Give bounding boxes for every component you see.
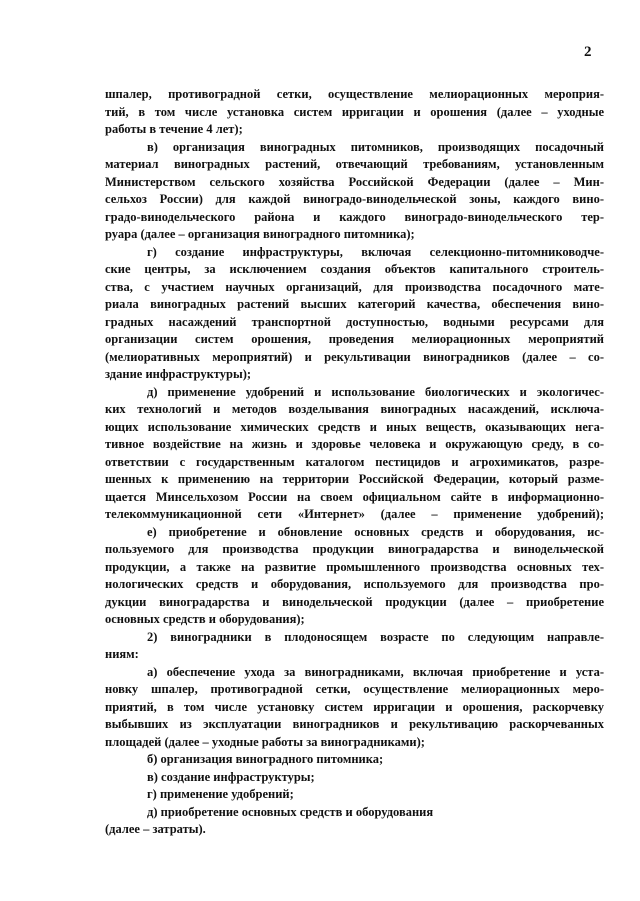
text-line: пользуемого для производства продукции виноградарства и винодельческой (105, 542, 604, 556)
text-line: (далее – затраты). (105, 822, 206, 836)
text-line: в) создание инфраструктуры; (147, 769, 315, 784)
text-line: градных насаждений транспортной доступностью, водными ресурсами для (105, 314, 604, 329)
text-line: шенных к применению на территории Российской Федерации, который разме- (105, 472, 604, 486)
text-line: организации систем орошения, проведения мелиорационных мероприятий (105, 332, 604, 346)
text-line: телекоммуникационной сети «Интернет» (далее – применение удобрений); (105, 507, 604, 521)
text-line: ких технологий и методов возделывания виноградных насаждений, исключа- (105, 402, 604, 416)
document-body (105, 86, 604, 839)
text-line: шпалер, противоградной сетки, осуществление мелиорационных мероприя- (105, 87, 604, 101)
text-line: дукции виноградарства и винодельческой продукции (далее – приобретение (105, 594, 604, 609)
text-line: руара (далее – организация виноградного питомника); (105, 227, 415, 241)
text-line: сельхоз России) для каждой виноградо-винодельческой зоны, каждого вино- (105, 192, 604, 206)
text-line: г) применение удобрений; (147, 787, 294, 801)
text-line: в) организация виноградных питомников, производящих посадочный (147, 139, 604, 154)
text-line: ющих использование химических средств и иных веществ, оказывающих нега- (105, 419, 604, 434)
text-line: а) обеспечение ухода за виноградниками, включая приобретение и уста- (147, 664, 604, 679)
text-line: выбывших из эксплуатации виноградников и рекультивацию раскорчеванных (105, 717, 604, 731)
text-line: площадей (далее – уходные работы за виноградниками); (105, 734, 425, 749)
text-line: д) приобретение основных средств и оборудования (147, 804, 434, 819)
text-line: ниям: (105, 647, 139, 661)
text-line: д) применение удобрений и использование биологических и экологичес- (147, 384, 604, 399)
text-line: тий, в том числе установка систем ирригации и орошения (далее – уходные (105, 104, 604, 119)
text-line: б) организация виноградного питомника; (147, 752, 384, 766)
page-number: 2 (584, 44, 592, 60)
text-line: ские центры, за исключением создания объектов капитального строитель- (105, 262, 604, 276)
text-line: щается Минсельхозом России на своем официальном сайте в информационно- (105, 489, 604, 504)
text-line: основных средств и оборудования); (105, 612, 305, 626)
text-line: нологических средств и оборудования, используемого для производства про- (105, 577, 604, 591)
text-line: работы в течение 4 лет); (105, 122, 243, 136)
text-line: продукции, а также на развитие промышленного производства основных тех- (105, 559, 604, 574)
text-line: е) приобретение и обновление основных средств и оборудования, ис- (147, 524, 604, 539)
text-line: ства, с участием научных организаций, для производства посадочного мате- (105, 279, 604, 294)
text-line: г) создание инфраструктуры, включая селекционно-питомниководче- (147, 244, 604, 259)
text-line: риала виноградных растений высших категорий качества, обеспечения вино- (105, 297, 604, 311)
text-line: (мелиоративных мероприятий) и рекультивации виноградников (далее – со- (105, 349, 604, 364)
text-line: новку шпалер, противоградной сетки, осуществление мелиорационных меро- (105, 682, 604, 696)
text-line: ответствии с государственным каталогом пестицидов и агрохимикатов, разре- (105, 454, 604, 469)
text-line: 2) виноградники в плодоносящем возрасте по следующим направле- (147, 629, 604, 644)
text-line: Министерством сельского хозяйства Российской Федерации (далее – Мин- (105, 174, 604, 189)
text-line: градо-винодельческого района и каждого виноградо-винодельческого тер- (105, 209, 604, 224)
text-line: материал виноградных растений, отвечающий требованиям, установленным (105, 157, 604, 171)
text-line: тивное воздействие на жизнь и здоровье человека и окружающую среду, в со- (105, 437, 604, 451)
text-line: здание инфраструктуры); (105, 367, 252, 381)
text-line: приятий, в том числе установку систем ирригации и орошения, раскорчевку (105, 699, 604, 714)
